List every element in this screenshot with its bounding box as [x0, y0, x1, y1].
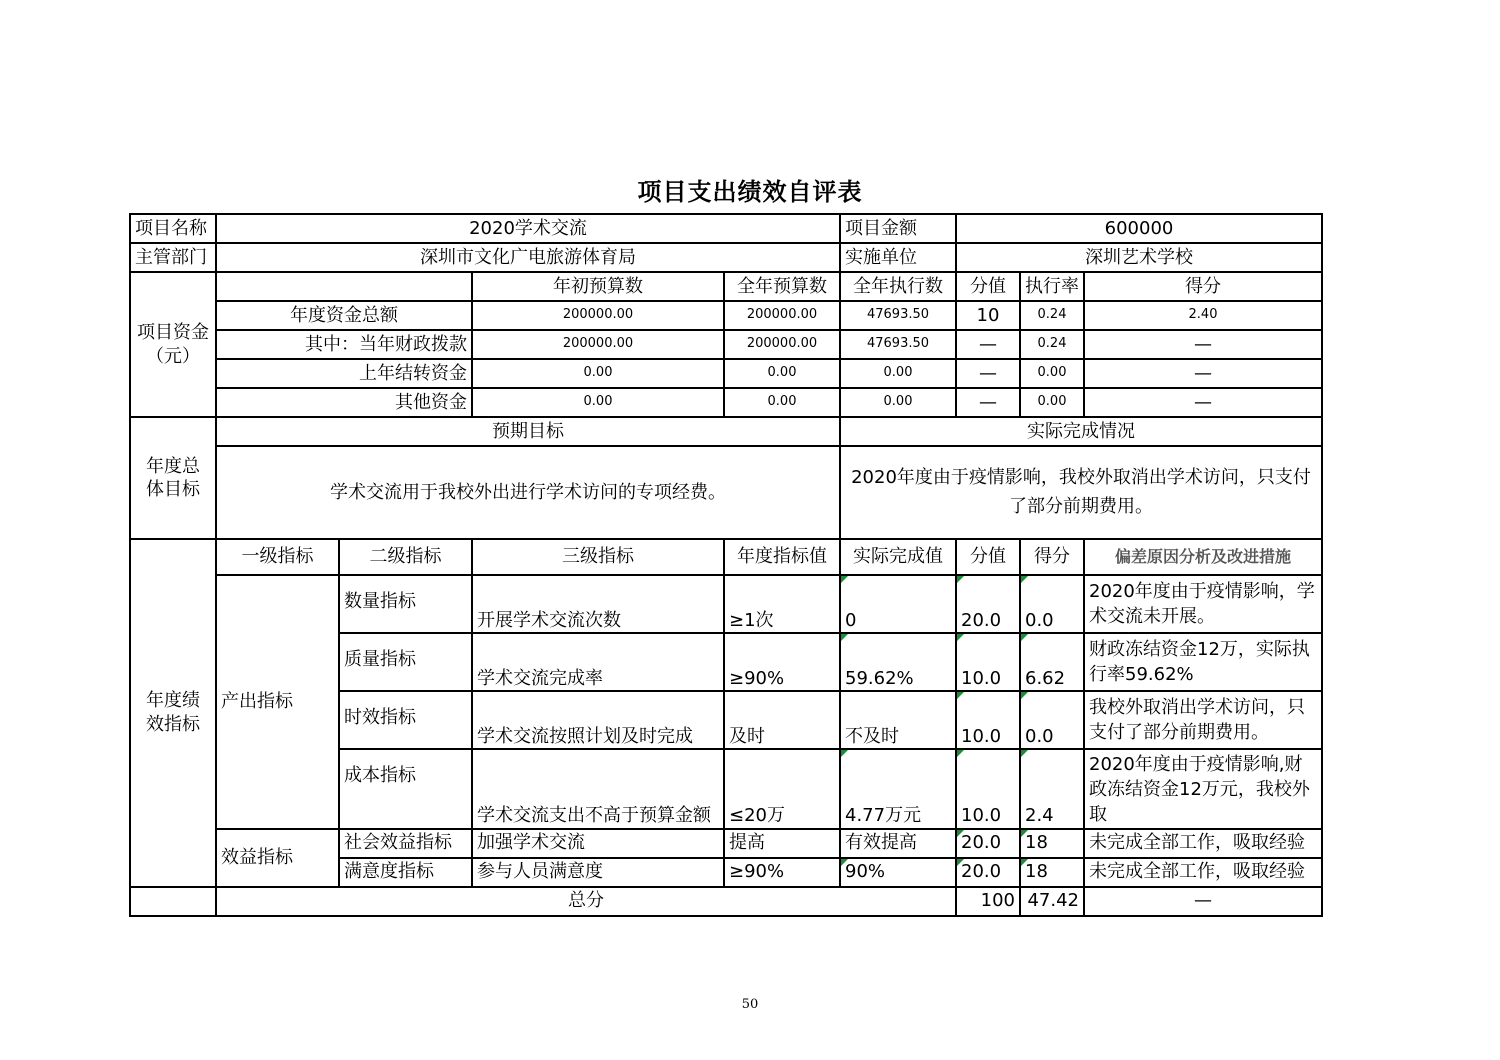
indicator-actual: 59.62% — [840, 633, 956, 691]
indicator-target: ≥90% — [724, 633, 840, 691]
indicators-header-row — [130, 539, 1322, 575]
indicator-row — [130, 575, 1322, 633]
indicator-level3: 学术交流完成率 — [472, 633, 724, 691]
funds-score: — — [1084, 359, 1322, 388]
indicator-target: 提高 — [724, 829, 840, 858]
funds-col-rate: 执行率 — [1020, 272, 1084, 301]
col-level2: 二级指标 — [339, 539, 472, 575]
project-name-value: 2020学术交流 — [216, 214, 840, 243]
indicator-score-value: 20.0 — [956, 829, 1020, 858]
indicator-level3: 参与人员满意度 — [472, 858, 724, 887]
indicator-reason: 我校外取消出学术访问，只支付了部分前期费用。 — [1084, 691, 1322, 749]
total-row — [130, 887, 1322, 916]
indicator-actual: 0 — [840, 575, 956, 633]
indicator-score-value: 20.0 — [956, 575, 1020, 633]
indicator-target: ≤20万 — [724, 749, 840, 829]
dept-value: 深圳市文化广电旅游体育局 — [216, 243, 840, 272]
funds-annual: 200000.00 — [724, 330, 840, 359]
indicator-level3: 开展学术交流次数 — [472, 575, 724, 633]
funds-executed: 0.00 — [840, 388, 956, 417]
col-level1: 一级指标 — [216, 539, 339, 575]
funds-row — [130, 330, 1322, 359]
indicator-level2: 社会效益指标 — [339, 829, 472, 858]
funds-col-executed: 全年执行数 — [840, 272, 956, 301]
impl-value: 深圳艺术学校 — [956, 243, 1322, 272]
funds-rate: 0.00 — [1020, 359, 1084, 388]
funds-row — [130, 301, 1322, 330]
goals-header-row — [130, 417, 1322, 446]
funds-score: — — [1084, 330, 1322, 359]
indicator-score-value: 10.0 — [956, 633, 1020, 691]
indicator-reason: 未完成全部工作，吸取经验 — [1084, 858, 1322, 887]
indicator-reason: 财政冻结资金12万，实际执行率59.62% — [1084, 633, 1322, 691]
indicator-score-value: 20.0 — [956, 858, 1020, 887]
indicator-score: 18 — [1020, 858, 1084, 887]
indicator-reason: 未完成全部工作，吸取经验 — [1084, 829, 1322, 858]
funds-row-label: 其他资金 — [216, 388, 472, 417]
indicators-label: 年度绩效指标 — [130, 539, 216, 887]
actual-completion-header: 实际完成情况 — [840, 417, 1322, 446]
indicator-score: 0.0 — [1020, 575, 1084, 633]
funds-initial: 200000.00 — [472, 330, 724, 359]
indicator-level2: 成本指标 — [339, 749, 472, 829]
indicator-level2: 数量指标 — [339, 575, 472, 633]
page-number: 50 — [741, 997, 759, 1012]
col-score: 得分 — [1020, 539, 1084, 575]
impl-label: 实施单位 — [840, 243, 956, 272]
total-blank — [130, 887, 216, 916]
funds-score-value: — — [956, 388, 1020, 417]
funds-initial: 0.00 — [472, 388, 724, 417]
funds-row-label: 上年结转资金 — [216, 359, 472, 388]
project-name-label: 项目名称 — [130, 214, 216, 243]
funds-score: 2.40 — [1084, 301, 1322, 330]
dept-row — [130, 243, 1322, 272]
col-actual: 实际完成值 — [840, 539, 956, 575]
indicator-level2: 时效指标 — [339, 691, 472, 749]
benefit-indicator-label: 效益指标 — [216, 829, 339, 887]
indicator-reason: 2020年度由于疫情影响，学术交流未开展。 — [1084, 575, 1322, 633]
total-reason: — — [1084, 887, 1322, 916]
funds-executed: 0.00 — [840, 359, 956, 388]
funds-score: — — [1084, 388, 1322, 417]
funds-col-initial: 年初预算数 — [472, 272, 724, 301]
indicator-level3: 加强学术交流 — [472, 829, 724, 858]
indicator-target: ≥1次 — [724, 575, 840, 633]
indicator-target: 及时 — [724, 691, 840, 749]
funds-score-value: — — [956, 330, 1020, 359]
indicator-score: 6.62 — [1020, 633, 1084, 691]
funds-score-value: 10 — [956, 301, 1020, 330]
indicator-score-value: 10.0 — [956, 749, 1020, 829]
funds-executed: 47693.50 — [840, 330, 956, 359]
funds-col-score-value: 分值 — [956, 272, 1020, 301]
funds-annual: 0.00 — [724, 359, 840, 388]
indicator-score: 18 — [1020, 829, 1084, 858]
funds-col-score: 得分 — [1084, 272, 1322, 301]
actual-completion-text: 2020年度由于疫情影响，我校外取消出学术访问，只支付了部分前期费用。 — [840, 446, 1322, 539]
funds-rate: 0.00 — [1020, 388, 1084, 417]
output-indicator-label: 产出指标 — [216, 575, 339, 829]
indicator-level2: 质量指标 — [339, 633, 472, 691]
project-name-row — [130, 214, 1322, 243]
indicator-actual: 有效提高 — [840, 829, 956, 858]
expected-goal-header: 预期目标 — [216, 417, 840, 446]
funds-executed: 47693.50 — [840, 301, 956, 330]
indicator-actual: 不及时 — [840, 691, 956, 749]
indicator-target: ≥90% — [724, 858, 840, 887]
funds-annual: 200000.00 — [724, 301, 840, 330]
funds-initial: 200000.00 — [472, 301, 724, 330]
funds-rate: 0.24 — [1020, 301, 1084, 330]
funds-header-blank — [216, 272, 472, 301]
col-target: 年度指标值 — [724, 539, 840, 575]
total-label: 总分 — [216, 887, 956, 916]
funds-label: 项目资金（元） — [130, 272, 216, 417]
funds-row — [130, 388, 1322, 417]
performance-evaluation-table — [129, 213, 1323, 917]
project-amount-label: 项目金额 — [840, 214, 956, 243]
indicator-reason: 2020年度由于疫情影响,财政冻结资金12万元，我校外取 — [1084, 749, 1322, 829]
indicator-level3: 学术交流支出不高于预算金额 — [472, 749, 724, 829]
indicator-level3: 学术交流按照计划及时完成 — [472, 691, 724, 749]
col-score-value: 分值 — [956, 539, 1020, 575]
col-level3: 三级指标 — [472, 539, 724, 575]
goals-label: 年度总体目标 — [130, 417, 216, 539]
indicator-level2: 满意度指标 — [339, 858, 472, 887]
funds-header-row — [130, 272, 1322, 301]
indicator-actual: 4.77万元 — [840, 749, 956, 829]
indicator-score-value: 10.0 — [956, 691, 1020, 749]
funds-row-label: 其中：当年财政拨款 — [216, 330, 472, 359]
indicator-score: 0.0 — [1020, 691, 1084, 749]
funds-rate: 0.24 — [1020, 330, 1084, 359]
page-title: 项目支出绩效自评表 — [637, 178, 863, 206]
col-reason: 偏差原因分析及改进措施 — [1084, 539, 1322, 575]
project-amount-value: 600000 — [956, 214, 1322, 243]
indicator-score: 2.4 — [1020, 749, 1084, 829]
total-score: 47.42 — [1020, 887, 1084, 916]
expected-goal-text: 学术交流用于我校外出进行学术访问的专项经费。 — [216, 446, 840, 539]
indicator-row — [130, 829, 1322, 858]
funds-score-value: — — [956, 359, 1020, 388]
goals-content-row — [130, 446, 1322, 539]
funds-annual: 0.00 — [724, 388, 840, 417]
funds-initial: 0.00 — [472, 359, 724, 388]
indicator-actual: 90% — [840, 858, 956, 887]
funds-row — [130, 359, 1322, 388]
funds-col-annual: 全年预算数 — [724, 272, 840, 301]
total-score-value: 100 — [956, 887, 1020, 916]
dept-label: 主管部门 — [130, 243, 216, 272]
funds-row-label: 年度资金总额 — [216, 301, 472, 330]
